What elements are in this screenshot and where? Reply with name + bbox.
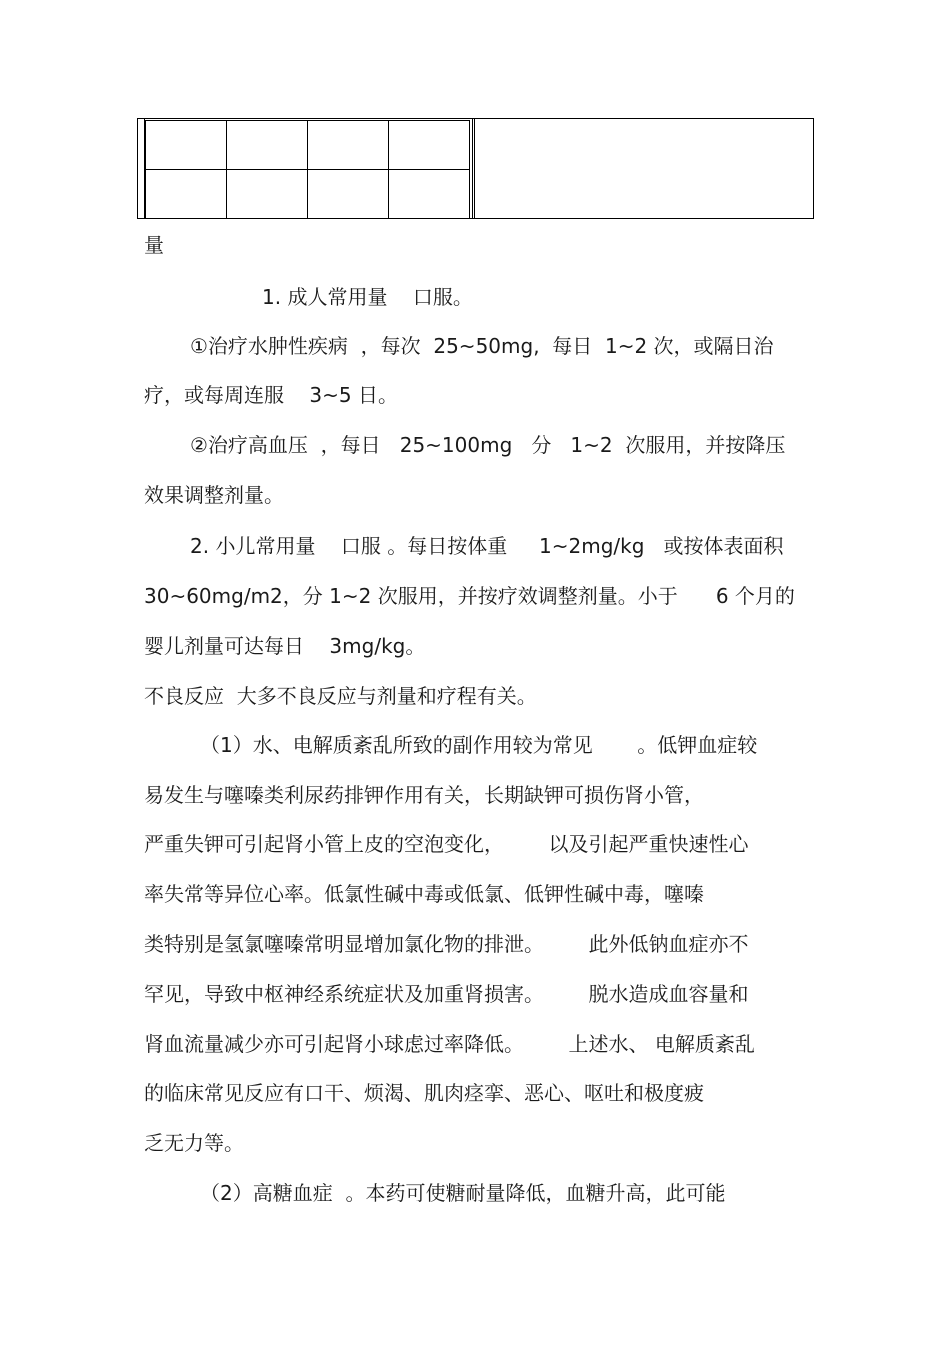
text-line: 类特别是氢氯噻嗪常明显增加氯化物的排泄。 此外低钠血症亦不 [144, 932, 749, 956]
table-row [146, 121, 470, 170]
table-grid [145, 120, 470, 219]
text-line: 肾血流量减少亦可引起肾小球虑过率降低。 上述水、 电解质紊乱 [144, 1032, 755, 1056]
section-heading: 1. 成人常用量 口服。 [262, 285, 473, 309]
section-heading: 不良反应 大多不良反应与剂量和疗程有关。 [144, 684, 537, 708]
text-line: （1）水、电解质紊乱所致的副作用较为常见 。低钾血症较 [200, 733, 758, 757]
text-line: 30~60mg/m2，分 1~2 次服用，并按疗效调整剂量。小于 6 个月的 [144, 584, 795, 608]
table-cell [308, 170, 389, 219]
text-line: （2）高糖血症 。本药可使糖耐量降低，血糖升高，此可能 [200, 1181, 726, 1205]
table-cell [146, 121, 227, 170]
section-heading: 2. 小儿常用量 口服 。每日按体重 1~2mg/kg 或按体表面积 [190, 534, 784, 558]
text-line: ②治疗高血压 ，每日 25~100mg 分 1~2 次服用，并按降压 [190, 433, 786, 457]
table-cell [389, 121, 470, 170]
text-line: 率失常等异位心率。低氯性碱中毒或低氯、低钾性碱中毒，噻嗪 [144, 882, 704, 906]
text-line: 易发生与噻嗪类利尿药排钾作用有关，长期缺钾可损伤肾小管， [144, 783, 704, 807]
table-divider [472, 118, 475, 219]
table-cell [308, 121, 389, 170]
text-line: 乏无力等。 [144, 1131, 244, 1155]
text-line: 罕见，导致中枢神经系统症状及加重肾损害。 脱水造成血容量和 [144, 982, 749, 1006]
text-line: 量 [144, 233, 164, 257]
table-cell [227, 121, 308, 170]
text-line: 疗，或每周连服 3~5 日。 [144, 383, 398, 407]
table-row [146, 170, 470, 219]
table-cell [146, 170, 227, 219]
text-line: 的临床常见反应有口干、烦渴、肌肉痉挛、恶心、呕吐和极度疲 [144, 1081, 704, 1105]
text-line: 严重失钾可引起肾小管上皮的空泡变化， 以及引起严重快速性心 [144, 832, 749, 856]
table-cell [227, 170, 308, 219]
text-line: 婴儿剂量可达每日 3mg/kg。 [144, 634, 426, 658]
text-line: ①治疗水肿性疾病 ，每次 25~50mg, 每日 1~2 次，或隔日治 [190, 334, 774, 358]
table-cell [389, 170, 470, 219]
text-line: 效果调整剂量。 [144, 483, 284, 507]
